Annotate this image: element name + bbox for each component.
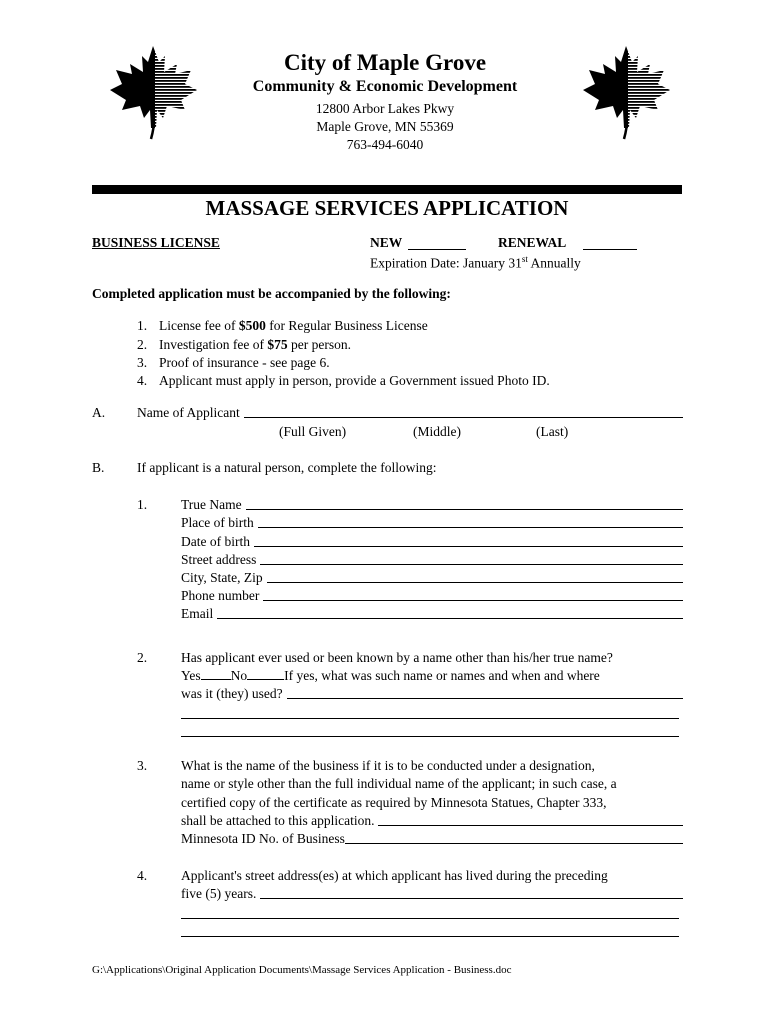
no-blank[interactable] [247,679,284,680]
city-state-zip-field[interactable]: City, State, Zip [181,570,683,586]
previous-addresses-field[interactable]: five (5) years. [181,886,683,902]
hint-last: (Last) [536,424,569,439]
section-a-letter: A. [92,405,106,420]
new-label: NEW [370,235,403,250]
maple-leaf-logo-right [580,44,672,140]
item-1-num: 1. [137,497,148,512]
req-1-text: License fee of $500 for Regular Business License [159,318,428,333]
item-2-question: Has applicant ever used or been known by a name other than his/her true name? [181,650,613,665]
previous-addresses-line-3[interactable] [181,936,679,937]
item-2-num: 2. [137,650,148,665]
section-b-letter: B. [92,460,105,475]
minnesota-id-field[interactable]: Minnesota ID No. of Business [181,831,683,847]
phone-number-field[interactable]: Phone number [181,588,683,604]
header-rule [92,185,682,194]
new-blank[interactable] [408,249,466,250]
form-title: MASSAGE SERVICES APPLICATION [205,196,569,220]
yes-label: Yes [181,668,201,683]
department-name: Community & Economic Development [252,78,518,95]
renewal-blank[interactable] [583,249,637,250]
street-address-field[interactable]: Street address [181,552,683,568]
item-4-line-1: Applicant's street address(es) at which applicant has lived during the preceding [181,868,608,883]
applicant-name-field[interactable] [137,405,683,421]
item-2-yes-no: Yes No If yes, what was such name or names and when and where [181,668,600,683]
requirements-heading: Completed application must be accompanied by the following: [92,286,451,301]
no-label: No [230,668,248,683]
req-2-num: 2. [137,337,148,352]
renewal-label: RENEWAL [498,235,567,250]
applicant-name-label: Name of Applicant [137,405,240,420]
expiration-date: Expiration Date: January 31st Annually [370,254,581,271]
item-3-line-2: name or style other than the full individual name of the applicant; in such case, a [181,776,617,791]
footer-file-path: G:\Applications\Original Application Documents\Massage Services Application - Business.doc [92,964,512,976]
address-line-2: Maple Grove, MN 55369 [316,119,454,134]
req-4-num: 4. [137,373,148,388]
req-3-text: Proof of insurance - see page 6. [159,355,330,370]
req-1-num: 1. [137,318,148,333]
license-type: BUSINESS LICENSE [92,235,220,250]
req-3-num: 3. [137,355,148,370]
section-b-intro: If applicant is a natural person, complete the following: [137,460,437,475]
other-names-line-2[interactable] [181,718,679,719]
req-4-text: Applicant must apply in person, provide a Government issued Photo ID. [159,373,550,388]
place-of-birth-field[interactable]: Place of birth [181,515,683,531]
city-title: City of Maple Grove [283,50,487,75]
address-line-1: 12800 Arbor Lakes Pkwy [315,101,455,116]
email-field[interactable]: Email [181,606,683,622]
phone-number: 763-494-6040 [346,137,424,152]
item-4-num: 4. [137,868,148,883]
item-3-num: 3. [137,758,148,773]
hint-full-given: (Full Given) [279,424,347,439]
previous-addresses-line-2[interactable] [181,918,679,919]
item-3-line-3: certified copy of the certificate as required by Minnesota Statues, Chapter 333, [181,795,607,810]
item-3-line-1: What is the name of the business if it is to be conducted under a designation, [181,758,595,773]
other-names-field[interactable]: was it (they) used? [181,686,683,702]
true-name-field[interactable]: True Name [181,497,683,513]
yes-blank[interactable] [201,679,231,680]
hint-middle: (Middle) [413,424,461,439]
other-names-line-3[interactable] [181,736,679,737]
date-of-birth-field[interactable]: Date of birth [181,534,683,550]
business-name-field[interactable]: shall be attached to this application. [181,813,683,829]
req-2-text: Investigation fee of $75 per person. [159,337,351,352]
